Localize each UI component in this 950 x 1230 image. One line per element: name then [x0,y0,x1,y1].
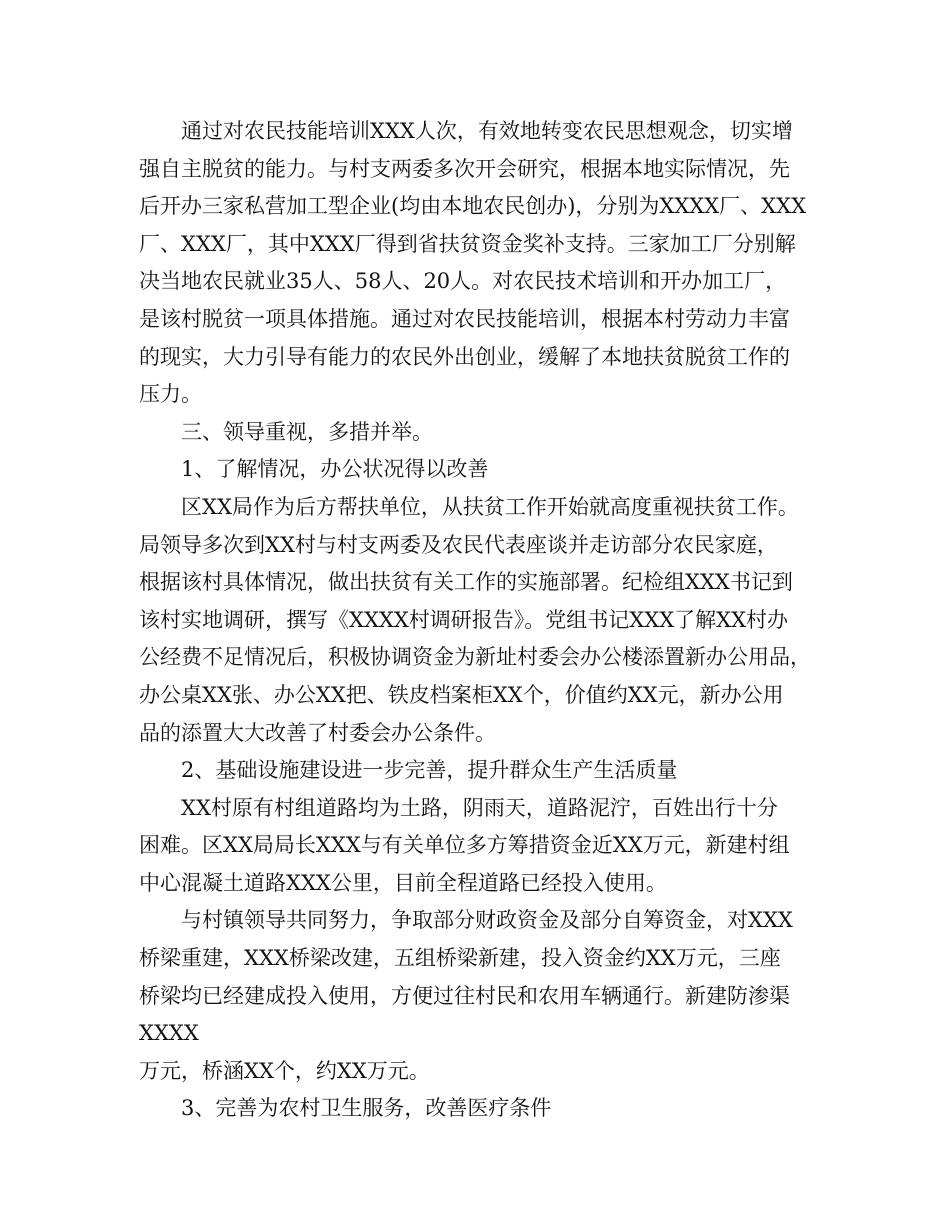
paragraph-line: 桥梁均已经建成投入使用，方便过往村民和农用车辆通行。新建防渗渠 [139,983,790,1008]
paragraph-line: 厂、XXX厂，其中XXX厂得到省扶贫资金奖补支持。三家加工厂分别解 [139,231,796,256]
paragraph-line: XXXX [139,1021,199,1046]
paragraph-line: 困难。区XX局局长XXX与有关单位多方筹措资金近XX万元，新建村组 [139,833,790,858]
subsection-heading: 3、完善为农村卫生服务，改善医疗条件 [181,1096,552,1121]
document-body [139,113,819,1128]
subsection-heading: 2、基础设施建设进一步完善，提升群众生产生活质量 [181,758,678,783]
section-heading: 三、领导重视，多措并举。 [181,419,433,444]
paragraph-line: 品的添置大大改善了村委会办公条件。 [139,720,496,745]
paragraph-line: 区XX局作为后方帮扶单位，从扶贫工作开始就高度重视扶贫工作。 [181,494,799,519]
paragraph-line: 后开办三家私营加工型企业(均由本地农民创办)，分别为XXXX厂、XXX [139,194,807,219]
paragraph-line: 压力。 [139,382,202,407]
paragraph-line: 该村实地调研，撰写《XXXX村调研报告》。党组书记XXX了解XX村办 [139,607,789,632]
paragraph-line: 办公桌XX张、办公XX把、铁皮档案柜XX个，价值约XX元，新办公用 [139,682,784,707]
paragraph-line: 万元，桥涵XX个，约XX万元。 [139,1058,430,1083]
paragraph-line: 决当地农民就业35人、58人、20人。对农民技术培训和开办加工厂， [139,269,787,294]
subsection-heading: 1、了解情况，办公状况得以改善 [181,457,489,482]
paragraph-line: 根据该村具体情况，做出扶贫有关工作的实施部署。纪检组XXX书记到 [139,570,793,595]
paragraph-line: 通过对农民技能培训XXX人次，有效地转变农民思想观念，切实增 [181,119,793,143]
paragraph-line: XX村原有村组道路均为土路，阴雨天，道路泥泞，百姓出行十分 [181,795,778,820]
paragraph-line: 公经费不足情况后，积极协调资金为新址村委会办公楼添置新办公用品， [139,645,811,670]
paragraph-line: 中心混凝土道路XXX公里，目前全程道路已经投入使用。 [139,870,667,895]
paragraph-line: 局领导多次到XX村与村支两委及农民代表座谈并走访部分农民家庭， [139,532,778,557]
paragraph-line: 强自主脱贫的能力。与村支两委多次开会研究，根据本地实际情况，先 [139,156,790,181]
paragraph-line: 与村镇领导共同努力，争取部分财政资金及部分自筹资金，对XXX [181,908,793,933]
paragraph-line: 的现实，大力引导有能力的农民外出创业，缓解了本地扶贫脱贫工作的 [139,344,790,369]
paragraph-line: 桥梁重建，XXX桥梁改建，五组桥梁新建，投入资金约XX万元，三座 [139,946,781,971]
paragraph-line: 是该村脱贫一项具体措施。通过对农民技能培训，根据本村劳动力丰富 [139,306,790,331]
